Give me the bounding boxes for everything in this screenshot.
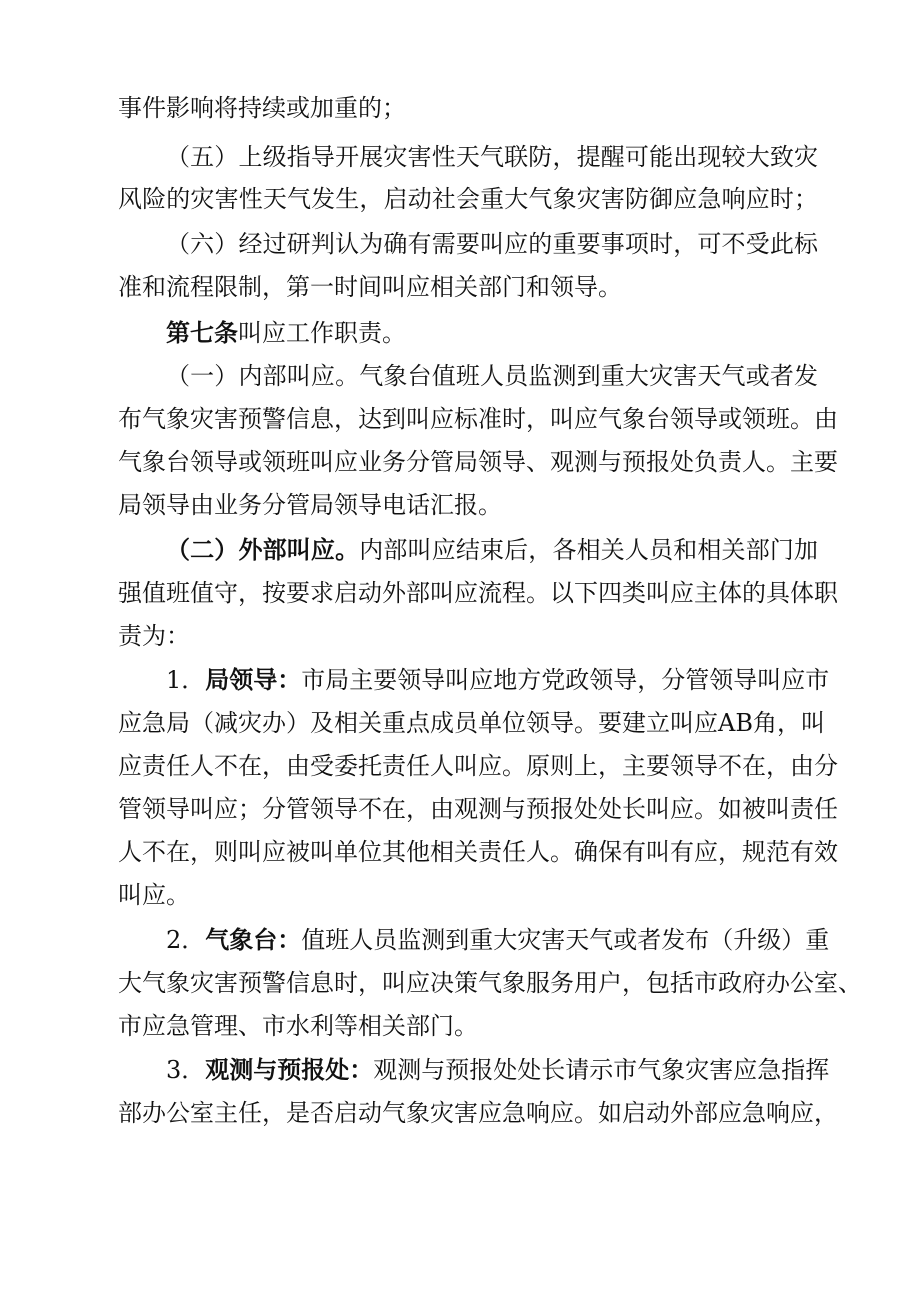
section-heading: （二）外部叫应。 xyxy=(166,535,360,564)
text-line: 叫应。 xyxy=(118,881,190,909)
text-line: 管领导叫应；分管领导不在，由观测与预报处处长叫应。如被叫责任 xyxy=(118,795,838,823)
text-line: 应急局（减灾办）及相关重点成员单位领导。要建立叫应AB角，叫 xyxy=(118,709,825,737)
text-line: 人不在，则叫应被叫单位其他相关责任人。确保有叫有应，规范有效 xyxy=(118,838,838,866)
text-line: 部办公室主任，是否启动气象灾害应急响应。如启动外部应急响应， xyxy=(118,1099,838,1127)
text-line: 局领导由业务分管局领导电话汇报。 xyxy=(118,491,502,519)
item-number: 1． xyxy=(166,666,206,694)
text-line: （六）经过研判认为确有需要叫应的重要事项时，可不受此标 xyxy=(166,230,818,258)
text-line: 气象台领导或领班叫应业务分管局领导、观测与预报处负责人。主要 xyxy=(118,448,838,476)
item-number: 2． xyxy=(166,926,206,954)
text-line xyxy=(166,535,818,565)
text-line: 事件影响将持续或加重的； xyxy=(118,94,406,122)
item-heading: 局领导： xyxy=(205,665,302,694)
text-line: 应责任人不在，由受委托责任人叫应。原则上，主要领导不在，由分 xyxy=(118,752,838,780)
text-line: 责为： xyxy=(118,622,190,650)
text-line xyxy=(166,665,830,695)
item-heading: 气象台： xyxy=(205,925,302,954)
article-number: 第七条 xyxy=(166,318,238,347)
item-text: 观测与预报处处长请示市气象灾害应急指挥 xyxy=(373,1056,830,1084)
article-heading-line xyxy=(166,318,818,348)
text-line: 大气象灾害预警信息时，叫应决策气象服务用户，包括市政府办公室、 xyxy=(118,969,862,997)
item-text: 值班人员监测到重大灾害天气或者发布（升级）重 xyxy=(301,926,830,954)
text-line: 风险的灾害性天气发生，启动社会重大气象灾害防御应急响应时； xyxy=(118,185,818,213)
text-line: 布气象灾害预警信息，达到叫应标准时，叫应气象台领导或领班。由 xyxy=(118,405,838,433)
text-line: 市应急管理、市水利等相关部门。 xyxy=(118,1012,478,1040)
text-line: 准和流程限制，第一时间叫应相关部门和领导。 xyxy=(118,273,622,301)
text-line xyxy=(166,925,830,955)
text-line xyxy=(166,1055,830,1085)
item-number: 3． xyxy=(166,1056,206,1084)
item-text: 市局主要领导叫应地方党政领导，分管领导叫应市 xyxy=(301,666,830,694)
text-line: （一）内部叫应。气象台值班人员监测到重大灾害天气或者发 xyxy=(166,362,818,390)
section-text: 内部叫应结束后，各相关人员和相关部门加 xyxy=(359,536,819,564)
text-line: （五）上级指导开展灾害性天气联防，提醒可能出现较大致灾 xyxy=(166,143,818,171)
item-heading: 观测与预报处： xyxy=(205,1055,374,1084)
text-line: 强值班值守，按要求启动外部叫应流程。以下四类叫应主体的具体职 xyxy=(118,579,838,607)
article-title: 叫应工作职责。 xyxy=(238,319,406,347)
